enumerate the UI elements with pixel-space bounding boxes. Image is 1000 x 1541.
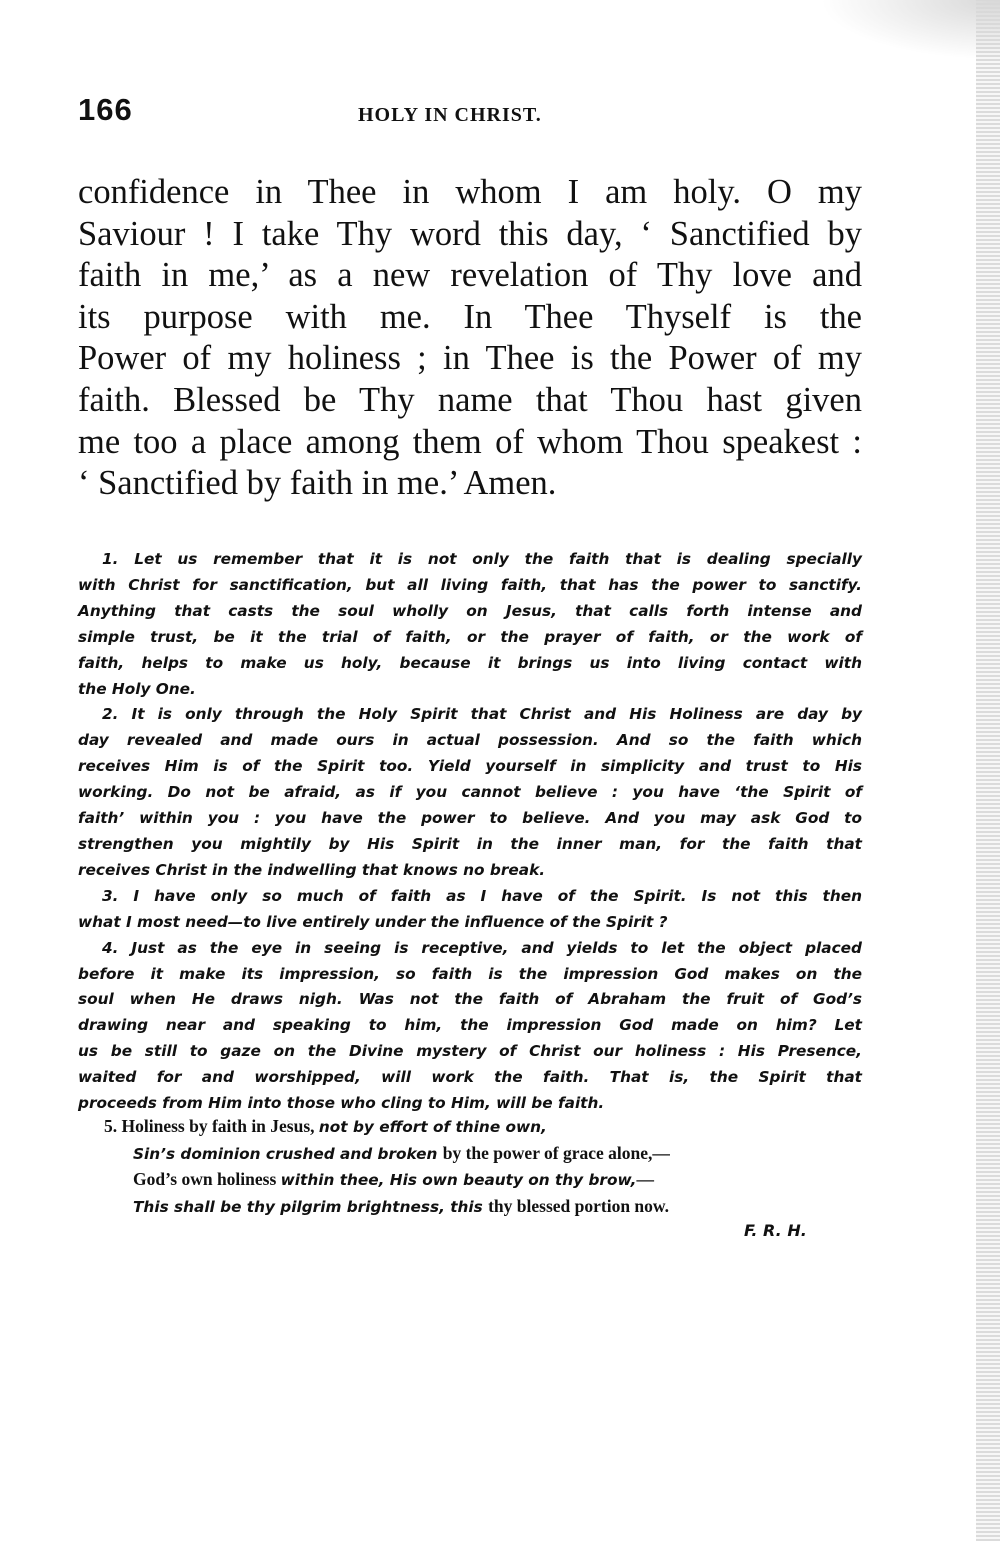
poem-text: by the power of grace alone,— xyxy=(442,1142,670,1163)
note-line: before it make its impression, so faith is the impression God makes on the xyxy=(78,964,862,983)
note-line: working. Do not be afraid, as if you cannot believe : you have ‘the Spirit of xyxy=(78,783,862,802)
poem-line xyxy=(78,1194,862,1221)
note-line: 3. I have only so much of faith as I have of the Spirit. Is not this then xyxy=(102,886,862,905)
note-line: faith, helps to make us holy, because it brings us into living contact with xyxy=(78,653,862,672)
study-notes xyxy=(78,547,862,1117)
body-line: its purpose with me. In Thee Thyself is the xyxy=(78,297,862,336)
poem-text: — xyxy=(636,1169,654,1189)
body-line: confidence in Thee in whom I am holy. O my xyxy=(78,173,862,211)
poem-stanza xyxy=(78,1114,862,1220)
note-line: receives Christ in the indwelling that knows no break. xyxy=(78,860,546,879)
poem-text: Sin’s dominion crushed and broken xyxy=(133,1144,443,1163)
poem-line xyxy=(78,1141,862,1168)
page-edge-shadow xyxy=(976,0,1000,1541)
poem-text: thy blessed portion now. xyxy=(488,1195,669,1216)
note-line: faith’ within you : you have the power to believe. And you may ask God to xyxy=(78,809,862,828)
body-line: Power of my holiness ; in Thee is the Power of my xyxy=(78,339,862,378)
poem-text: 5. Holiness by faith in Jesus, xyxy=(104,1116,319,1136)
note-line: us be still to gaze on the Divine mystery of Christ our holiness : His Presence, xyxy=(78,1042,862,1061)
poem-text: within thee, His own beauty on thy brow, xyxy=(280,1171,637,1189)
poem-text: not by effort of thine own, xyxy=(318,1118,547,1136)
scan-shading xyxy=(820,0,1000,60)
note-line: 2. It is only through the Holy Spirit that Christ and His Holiness are day by xyxy=(102,705,862,724)
poem-line xyxy=(78,1167,862,1194)
poem-text: This shall be thy pilgrim brightness, this xyxy=(133,1197,489,1216)
author-attribution: F. R. H. xyxy=(744,1221,807,1240)
note-line: proceeds from Him into those who cling to Him, will be faith. xyxy=(78,1094,605,1113)
note-line: day revealed and made ours in actual possession. And so the faith which xyxy=(78,731,862,750)
note-line: 1. Let us remember that it is not only the faith that is dealing specially xyxy=(102,550,862,568)
note-line: drawing near and speaking to him, the impression God made on him? Let xyxy=(78,1016,862,1035)
body-line: ‘ Sanctified by faith in me.’ Amen. xyxy=(78,464,557,503)
note-line: 4. Just as the eye in seeing is receptive, and yields to let the object placed xyxy=(102,938,862,957)
note-line: soul when He draws nigh. Was not the faith of Abraham the fruit of God’s xyxy=(78,990,862,1009)
poem-line xyxy=(78,1114,862,1141)
note-line: simple trust, be it the trial of faith, or the prayer of faith, or the work of xyxy=(78,627,862,646)
body-line: me too a place among them of whom Thou speakest : xyxy=(78,422,862,461)
note-line: Anything that casts the soul wholly on Jesus, that calls forth intense and xyxy=(78,601,862,620)
body-paragraph xyxy=(78,172,862,505)
body-line: Saviour ! I take Thy word this day, ‘ Sanctified by xyxy=(78,214,862,253)
running-title: HOLY IN CHRIST. xyxy=(358,104,542,126)
note-line: what I most need—to live entirely under the influence of the Spirit ? xyxy=(78,912,668,931)
note-line: with Christ for sanctification, but all living faith, that has the power to sanctify. xyxy=(78,575,862,594)
page-number: 166 xyxy=(78,92,133,127)
note-line: receives Him is of the Spirit too. Yield yourself in simplicity and trust to His xyxy=(78,757,862,776)
body-line: faith. Blessed be Thy name that Thou hast given xyxy=(78,380,862,419)
body-line: faith in me,’ as a new revelation of Thy love and xyxy=(78,256,862,295)
poem-text: God’s own holiness xyxy=(133,1169,281,1189)
note-line: strengthen you mightily by His Spirit in the inner man, for the faith that xyxy=(78,834,862,853)
note-line: the Holy One. xyxy=(78,679,196,698)
note-line: waited for and worshipped, will work the faith. That is, the Spirit that xyxy=(78,1068,862,1087)
page-header xyxy=(78,92,862,142)
